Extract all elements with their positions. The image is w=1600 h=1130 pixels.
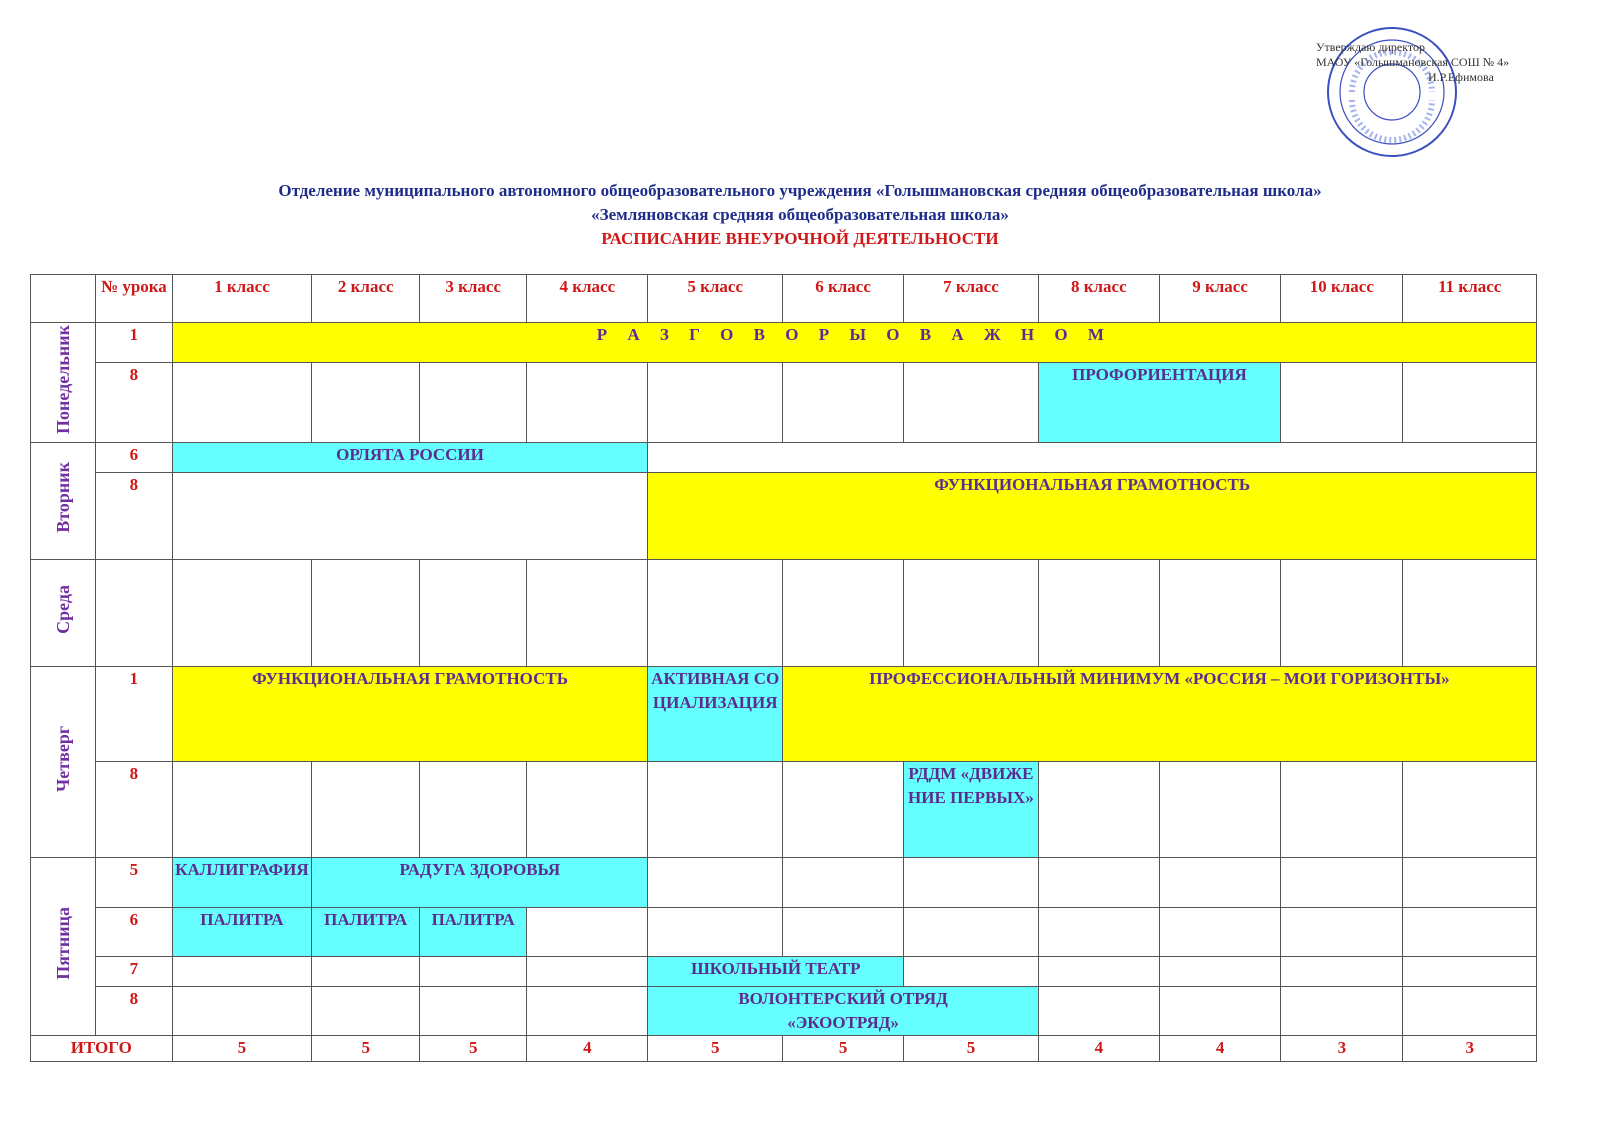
table-row — [31, 762, 1537, 858]
total-value: 4 — [1038, 1036, 1159, 1062]
empty-cell — [648, 443, 1537, 473]
day-tuesday: Вторник — [31, 443, 96, 560]
class-header: 8 класс — [1038, 275, 1159, 323]
empty-cell — [1159, 957, 1280, 987]
class-header: 9 класс — [1159, 275, 1280, 323]
activity-theatre: ШКОЛЬНЫЙ ТЕАТР — [648, 957, 904, 987]
empty-cell — [1403, 363, 1537, 443]
class-header: 7 класс — [904, 275, 1039, 323]
activity-volunteer: ВОЛОНТЕРСКИЙ ОТРЯД «ЭКООТРЯД» — [648, 987, 1038, 1036]
approval-line-2: МАОУ «Голышмановская СОШ № 4» — [1316, 55, 1510, 69]
empty-cell — [1281, 987, 1403, 1036]
empty-cell — [420, 987, 527, 1036]
empty-cell — [1159, 560, 1280, 667]
activity-raduga: РАДУГА ЗДОРОВЬЯ — [312, 858, 648, 908]
activity-orlyata: ОРЛЯТА РОССИИ — [172, 443, 648, 473]
empty-cell — [904, 560, 1039, 667]
class-header: 11 класс — [1403, 275, 1537, 323]
empty-cell — [420, 762, 527, 858]
class-header: 3 класс — [420, 275, 527, 323]
total-value: 5 — [312, 1036, 420, 1062]
activity-palitra: ПАЛИТРА — [312, 908, 420, 957]
empty-cell — [648, 858, 783, 908]
total-label: ИТОГО — [31, 1036, 173, 1062]
corner-cell — [31, 275, 96, 323]
empty-cell — [420, 957, 527, 987]
lesson-number-header: № урока — [96, 275, 172, 323]
activity-proforientation: ПРОФОРИЕНТАЦИЯ — [1038, 363, 1281, 443]
table-row — [31, 957, 1537, 987]
total-value: 5 — [172, 1036, 312, 1062]
empty-cell — [1281, 908, 1403, 957]
empty-cell — [904, 957, 1039, 987]
class-header: 6 класс — [782, 275, 903, 323]
empty-cell — [782, 363, 903, 443]
table-header-row — [31, 275, 1537, 323]
table-row — [31, 987, 1537, 1036]
empty-cell — [1403, 957, 1537, 987]
empty-cell — [1038, 987, 1159, 1036]
empty-cell — [172, 560, 312, 667]
activity-active-social: АКТИВНАЯ СОЦИАЛИЗАЦИЯ — [648, 667, 783, 762]
lesson-number: 1 — [96, 323, 172, 363]
table-row — [31, 560, 1537, 667]
empty-cell — [1403, 908, 1537, 957]
empty-cell — [420, 560, 527, 667]
empty-cell — [904, 908, 1039, 957]
lesson-number: 5 — [96, 858, 172, 908]
approval-line-1: Утверждаю директор — [1316, 40, 1425, 54]
empty-cell — [648, 762, 783, 858]
empty-cell — [1281, 762, 1403, 858]
empty-cell — [527, 987, 648, 1036]
empty-cell — [312, 987, 420, 1036]
day-wednesday: Среда — [31, 560, 96, 667]
empty-cell — [172, 363, 312, 443]
total-value: 5 — [904, 1036, 1039, 1062]
empty-cell — [648, 363, 783, 443]
empty-cell — [904, 363, 1039, 443]
empty-cell — [1159, 908, 1280, 957]
empty-cell — [1281, 560, 1403, 667]
day-thursday: Четверг — [31, 667, 96, 858]
empty-cell — [172, 957, 312, 987]
totals-row — [31, 1036, 1537, 1062]
empty-cell — [312, 363, 420, 443]
empty-cell — [172, 762, 312, 858]
table-row — [31, 363, 1537, 443]
total-value: 4 — [527, 1036, 648, 1062]
empty-cell — [1403, 858, 1537, 908]
total-value: 3 — [1281, 1036, 1403, 1062]
signature: И.Р.Ефимова — [1428, 70, 1494, 84]
empty-cell — [1038, 762, 1159, 858]
activity-palitra: ПАЛИТРА — [172, 908, 312, 957]
empty-cell — [1038, 560, 1159, 667]
total-value: 5 — [648, 1036, 783, 1062]
lesson-number: 7 — [96, 957, 172, 987]
table-row — [31, 667, 1537, 762]
empty-cell — [172, 987, 312, 1036]
total-value: 5 — [420, 1036, 527, 1062]
header-line-1: Отделение муниципального автономного общеобразовательного учреждения «Голышмановская средняя общеобразовательная школа» — [278, 181, 1322, 200]
table-row — [31, 323, 1537, 363]
empty-cell — [312, 957, 420, 987]
empty-cell — [96, 560, 172, 667]
empty-cell — [1038, 858, 1159, 908]
empty-cell — [172, 473, 648, 560]
empty-cell — [1403, 762, 1537, 858]
empty-cell — [904, 858, 1039, 908]
lesson-number: 8 — [96, 987, 172, 1036]
class-header: 1 класс — [172, 275, 312, 323]
day-monday: Понедельник — [31, 323, 96, 443]
header-line-2: «Земляновская средняя общеобразовательная школа» — [591, 205, 1009, 224]
empty-cell — [1403, 987, 1537, 1036]
lesson-number: 8 — [96, 473, 172, 560]
total-value: 4 — [1159, 1036, 1280, 1062]
lesson-number: 6 — [96, 443, 172, 473]
empty-cell — [312, 762, 420, 858]
document-header — [0, 179, 1600, 251]
lesson-number: 8 — [96, 762, 172, 858]
empty-cell — [312, 560, 420, 667]
empty-cell — [1281, 858, 1403, 908]
empty-cell — [1281, 957, 1403, 987]
table-row — [31, 858, 1537, 908]
activity-calligraphy: КАЛЛИГРАФИЯ — [172, 858, 312, 908]
lesson-number: 8 — [96, 363, 172, 443]
empty-cell — [1403, 560, 1537, 667]
total-value: 3 — [1403, 1036, 1537, 1062]
class-header: 2 класс — [312, 275, 420, 323]
empty-cell — [782, 908, 903, 957]
schedule-table — [30, 274, 1537, 1062]
empty-cell — [420, 363, 527, 443]
page-title: РАСПИСАНИЕ ВНЕУРОЧНОЙ ДЕЯТЕЛЬНОСТИ — [601, 229, 999, 248]
empty-cell — [782, 560, 903, 667]
empty-cell — [782, 762, 903, 858]
lesson-number: 1 — [96, 667, 172, 762]
lesson-number: 6 — [96, 908, 172, 957]
empty-cell — [782, 858, 903, 908]
class-header: 5 класс — [648, 275, 783, 323]
table-row — [31, 443, 1537, 473]
empty-cell — [527, 363, 648, 443]
total-value: 5 — [782, 1036, 903, 1062]
activity-prof-minimum: ПРОФЕССИОНАЛЬНЫЙ МИНИМУМ «РОССИЯ – МОИ ГОРИЗОНТЫ» — [782, 667, 1536, 762]
empty-cell — [1159, 858, 1280, 908]
empty-cell — [527, 560, 648, 667]
approval-stamp — [1310, 22, 1580, 162]
activity-func-literacy: ФУНКЦИОНАЛЬНАЯ ГРАМОТНОСТЬ — [648, 473, 1537, 560]
empty-cell — [648, 560, 783, 667]
table-row — [31, 908, 1537, 957]
empty-cell — [1038, 957, 1159, 987]
empty-cell — [527, 957, 648, 987]
table-row — [31, 473, 1537, 560]
empty-cell — [1159, 987, 1280, 1036]
activity-razgovory: Р А З Г О В О Р Ы О В А Ж Н О М — [172, 323, 1536, 363]
empty-cell — [1281, 363, 1403, 443]
class-header: 4 класс — [527, 275, 648, 323]
class-header: 10 класс — [1281, 275, 1403, 323]
activity-palitra: ПАЛИТРА — [420, 908, 527, 957]
empty-cell — [527, 762, 648, 858]
empty-cell — [1159, 762, 1280, 858]
day-friday: Пятница — [31, 858, 96, 1036]
activity-rddm: РДДМ «ДВИЖЕНИЕ ПЕРВЫХ» — [904, 762, 1039, 858]
empty-cell — [527, 908, 648, 957]
empty-cell — [1038, 908, 1159, 957]
empty-cell — [648, 908, 783, 957]
activity-func-literacy: ФУНКЦИОНАЛЬНАЯ ГРАМОТНОСТЬ — [172, 667, 648, 762]
